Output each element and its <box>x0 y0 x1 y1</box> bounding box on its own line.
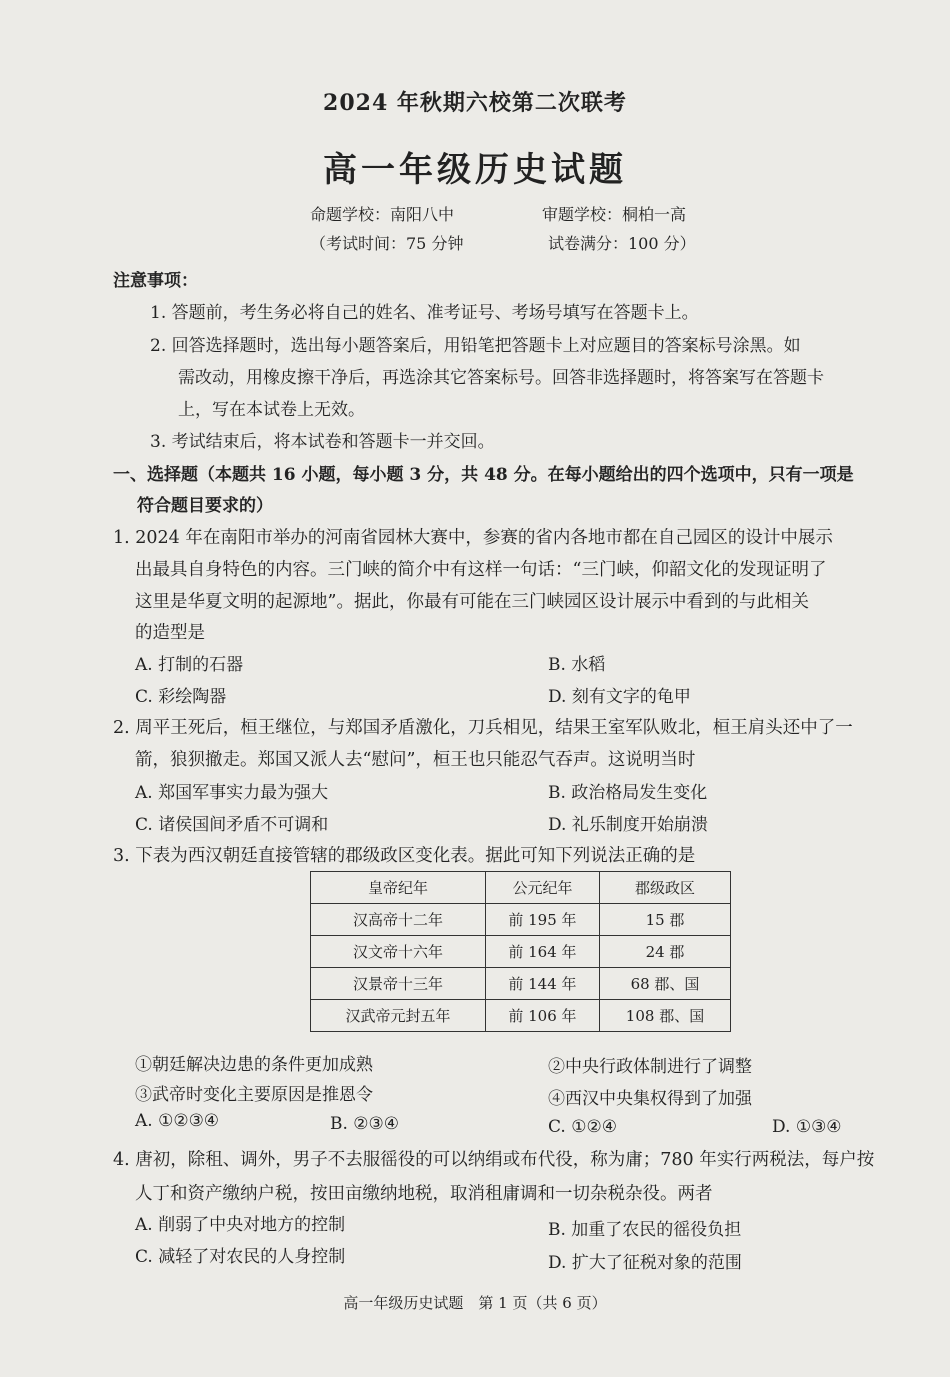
section-heading: 一、选择题（本题共 16 小题，每小题 3 分，共 48 分。在每小题给出的四个选项中，只有一项是 <box>113 465 854 485</box>
q3-statement-3: ③武帝时变化主要原因是推恩令 <box>135 1085 373 1105</box>
table-cell: 前 106 年 <box>485 1000 599 1032</box>
commandery-table <box>310 871 731 1032</box>
reviewer-school: 审题学校：桐柏一高 <box>542 205 687 224</box>
question-1-line: 这里是华夏文明的起源地”。据此，你最有可能在三门峡园区设计展示中看到的与此相关 <box>135 592 809 612</box>
exam-time: （考试时间：75 分钟 <box>310 234 464 253</box>
q3-option-b[interactable]: B. ②③④ <box>330 1114 400 1134</box>
table-cell: 汉武帝元封五年 <box>311 1000 486 1032</box>
q1-option-c[interactable]: C. 彩绘陶器 <box>135 687 227 707</box>
q4-option-c[interactable]: C. 减轻了对农民的人身控制 <box>135 1247 346 1267</box>
table-row <box>311 968 731 1000</box>
q2-option-c[interactable]: C. 诸侯国间矛盾不可调和 <box>135 815 329 835</box>
table-cell: 68 郡、国 <box>600 968 731 1000</box>
question-2-line: 箭，狼狈撤走。郑国又派人去“慰问”，桓王也只能忍气吞声。这说明当时 <box>135 750 696 770</box>
notice-heading: 注意事项： <box>113 271 198 291</box>
table-cell: 汉文帝十六年 <box>311 936 486 968</box>
q3-option-a[interactable]: A. ①②③④ <box>135 1111 220 1131</box>
question-1-line: 出最具自身特色的内容。三门峡的简介中有这样一句话：“三门峡，仰韶文化的发现证明了 <box>135 560 827 580</box>
table-cell: 15 郡 <box>600 904 731 936</box>
q4-option-d[interactable]: D. 扩大了征税对象的范围 <box>548 1253 742 1273</box>
exam-subject-title: 高一年级历史试题 <box>323 150 627 190</box>
q1-option-a[interactable]: A. 打制的石器 <box>135 655 244 675</box>
q3-statement-1: ①朝廷解决边患的条件更加成熟 <box>135 1055 373 1075</box>
question-1-line: 1. 2024 年在南阳市举办的河南省园林大赛中，参赛的省内各地市都在自己园区的设计中展示 <box>113 528 833 548</box>
table-cell: 108 郡、国 <box>600 1000 731 1032</box>
table-header: 郡级政区 <box>600 872 731 904</box>
question-4-line: 4. 唐初，除租、调外，男子不去服徭役的可以纳绢或布代役，称为庸；780 年实行两税法，每户按 <box>113 1150 875 1170</box>
table-cell: 前 144 年 <box>485 968 599 1000</box>
notice-line: 上，写在本试卷上无效。 <box>178 400 365 420</box>
q3-statement-2: ②中央行政体制进行了调整 <box>548 1057 752 1077</box>
q1-option-b[interactable]: B. 水稻 <box>548 655 606 675</box>
notice-line: 3. 考试结束后，将本试卷和答题卡一并交回。 <box>150 432 495 452</box>
q2-option-d[interactable]: D. 礼乐制度开始崩溃 <box>548 815 708 835</box>
table-header: 皇帝纪年 <box>311 872 486 904</box>
table-header-row <box>311 872 731 904</box>
table-row <box>311 904 731 936</box>
table-row <box>311 936 731 968</box>
q2-option-a[interactable]: A. 郑国军事实力最为强大 <box>135 783 329 803</box>
table-cell: 前 164 年 <box>485 936 599 968</box>
q1-option-d[interactable]: D. 刻有文字的龟甲 <box>548 687 691 707</box>
notice-line: 1. 答题前，考生务必将自己的姓名、准考证号、考场号填写在答题卡上。 <box>150 303 699 323</box>
q4-option-b[interactable]: B. 加重了农民的徭役负担 <box>548 1220 742 1240</box>
table-cell: 24 郡 <box>600 936 731 968</box>
question-2-line: 2. 周平王死后，桓王继位，与郑国矛盾激化，刀兵相见，结果王室军队败北，桓王肩头还中了一 <box>113 718 853 738</box>
q2-option-b[interactable]: B. 政治格局发生变化 <box>548 783 708 803</box>
question-3-line: 3. 下表为西汉朝廷直接管辖的郡级政区变化表。据此可知下列说法正确的是 <box>113 846 696 866</box>
page-footer: 高一年级历史试题 第 1 页（共 6 页） <box>343 1294 607 1312</box>
exam-score: 试卷满分：100 分） <box>548 234 696 253</box>
q4-option-a[interactable]: A. 削弱了中央对地方的控制 <box>135 1215 346 1235</box>
table-cell: 汉高帝十二年 <box>311 904 486 936</box>
table-cell: 汉景帝十三年 <box>311 968 486 1000</box>
table-cell: 前 195 年 <box>485 904 599 936</box>
q3-option-d[interactable]: D. ①③④ <box>772 1117 842 1137</box>
table-row <box>311 1000 731 1032</box>
notice-line: 需改动，用橡皮擦干净后，再选涂其它答案标号。回答非选择题时，将答案写在答题卡 <box>178 368 824 388</box>
question-1-line: 的造型是 <box>135 623 205 643</box>
exam-title: 2024 年秋期六校第二次联考 <box>323 90 627 116</box>
question-4-line: 人丁和资产缴纳户税，按田亩缴纳地税，取消租庸调和一切杂税杂役。两者 <box>135 1184 713 1204</box>
q3-statement-4: ④西汉中央集权得到了加强 <box>548 1089 752 1109</box>
section-heading-cont: 符合题目要求的） <box>137 496 273 516</box>
notice-line: 2. 回答选择题时，选出每小题答案后，用铅笔把答题卡上对应题目的答案标号涂黑。如 <box>150 336 801 356</box>
q3-option-c[interactable]: C. ①②④ <box>548 1117 617 1137</box>
proposer-school: 命题学校：南阳八中 <box>310 205 455 224</box>
table-header: 公元纪年 <box>485 872 599 904</box>
